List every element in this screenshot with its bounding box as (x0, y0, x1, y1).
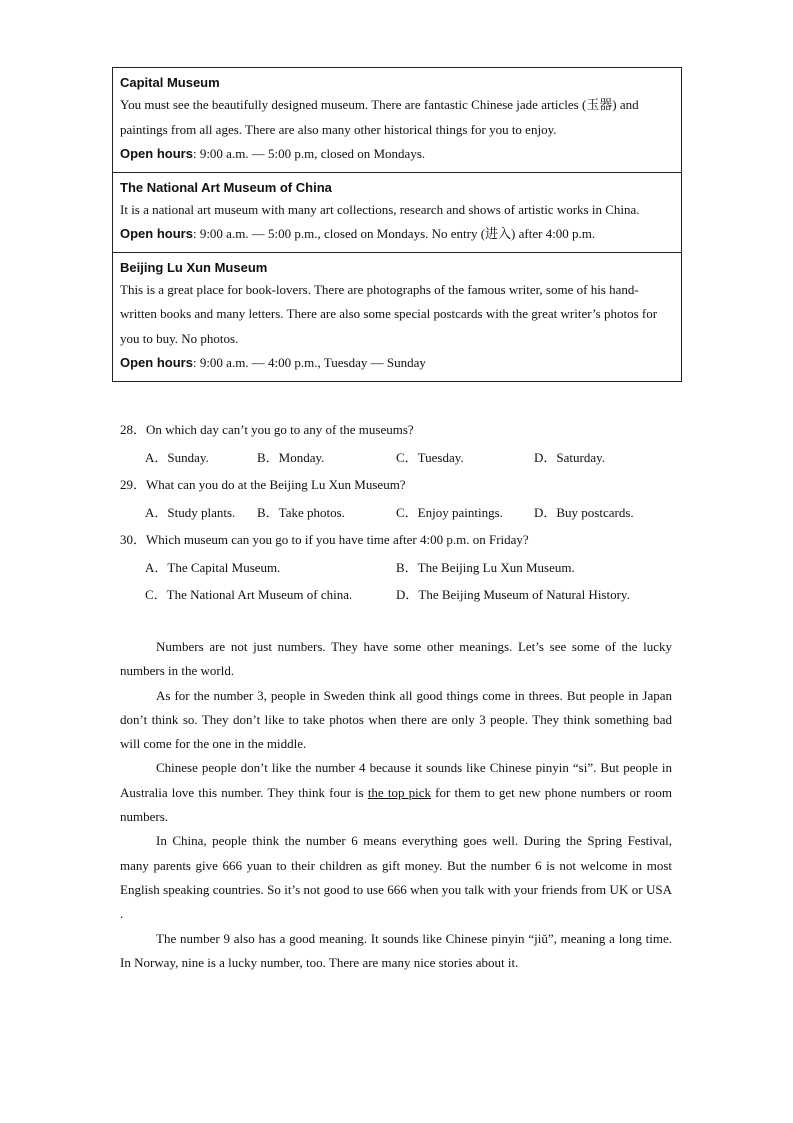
option-a: A．Sunday. (145, 450, 209, 465)
hours-value: : 9:00 a.m. — 5:00 p.m, closed on Mondays. (192, 146, 426, 161)
option-c: C．Enjoy paintings. (396, 505, 503, 520)
paragraph-4: In China, people think the number 6 means everything goes well. During the Spring Festival, many parents give 666 yuan to their children as gift money. But the number 6 is not welcome in most English speaking countries. So it’s not good to use 666 when you talk with your friends from UK or USA . (120, 833, 672, 922)
option-d: D．Saturday. (534, 450, 606, 465)
options-row (120, 447, 680, 474)
hours-value: : 9:00 a.m. — 5:00 p.m., closed on Mondays. No entry (进入) after 4:00 p.m. (192, 226, 596, 241)
option-d: D．Buy postcards. (534, 505, 634, 520)
option-b: B．Take photos. (257, 505, 345, 520)
museum-name: Beijing Lu Xun Museum (120, 259, 268, 275)
museum-card (113, 68, 681, 173)
question-28: 28．On which day can’t you go to any of the museums? (120, 422, 414, 437)
museum-description: You must see the beautifully designed museum. There are fantastic Chinese jade articles (玉器) and paintings from all ages. There are also many other historical things for you to enjoy. (120, 97, 639, 137)
option-a: A．The Capital Museum. (145, 560, 281, 575)
paragraph-2: As for the number 3, people in Sweden think all good things come in threes. But people in Japan don’t think so. They don’t like to take photos when there are only 3 people. They think something bad will come for the one in the middle. (120, 687, 672, 752)
hours-value: : 9:00 a.m. — 4:00 p.m., Tuesday — Sunday (192, 355, 426, 370)
underlined-phrase: the top pick (367, 784, 431, 800)
option-c: C．The National Art Museum of china. (145, 587, 353, 602)
question-list (120, 419, 680, 611)
options-row (120, 584, 680, 611)
museum-info-table (112, 67, 682, 382)
option-b: B．Monday. (257, 450, 325, 465)
museum-hours (120, 351, 674, 376)
option-b: B．The Beijing Lu Xun Museum. (396, 560, 575, 575)
reading-passage (120, 635, 672, 975)
paragraph-5: The number 9 also has a good meaning. It sounds like Chinese pinyin “jiǔ”, meaning a long time. In Norway, nine is a lucky number, too. There are many nice stories about it. (120, 930, 672, 970)
option-d: D．The Beijing Museum of Natural History. (396, 587, 630, 602)
museum-description: This is a great place for book-lovers. There are photographs of the famous writer, some of his hand-written books and many letters. There are also some special postcards with the great writer’s photos for you to buy. No photos. (120, 281, 658, 346)
options-row (120, 502, 680, 529)
museum-description: It is a national art museum with many art collections, research and shows of artistic works in China. (120, 201, 640, 217)
option-a: A．Study plants. (145, 505, 236, 520)
hours-label: Open hours (120, 226, 193, 241)
hours-label: Open hours (120, 355, 193, 370)
paragraph-3-text-end: for them to get new phone numbers or room numbers. (120, 784, 672, 825)
museum-hours (120, 222, 674, 247)
hours-label: Open hours (120, 146, 193, 161)
options-row (120, 557, 680, 584)
museum-card (113, 173, 681, 253)
museum-name: The National Art Museum of China (120, 179, 332, 195)
question-29: 29．What can you do at the Beijing Lu Xun Museum? (120, 477, 406, 492)
museum-name: Capital Museum (120, 75, 220, 90)
paragraph-1: Numbers are not just numbers. They have some other meanings. Let’s see some of the lucky numbers in the world. (120, 639, 672, 679)
museum-card (113, 253, 681, 381)
paragraph-3 (120, 756, 672, 829)
option-c: C．Tuesday. (396, 450, 464, 465)
paragraph-3-text: Chinese people don’t like the number 4 because it sounds like Chinese pinyin “si”. But people in Australia love this number. They think four is (120, 760, 672, 800)
question-30: 30．Which museum can you go to if you have time after 4:00 p.m. on Friday? (120, 532, 529, 547)
museum-hours (120, 142, 674, 167)
